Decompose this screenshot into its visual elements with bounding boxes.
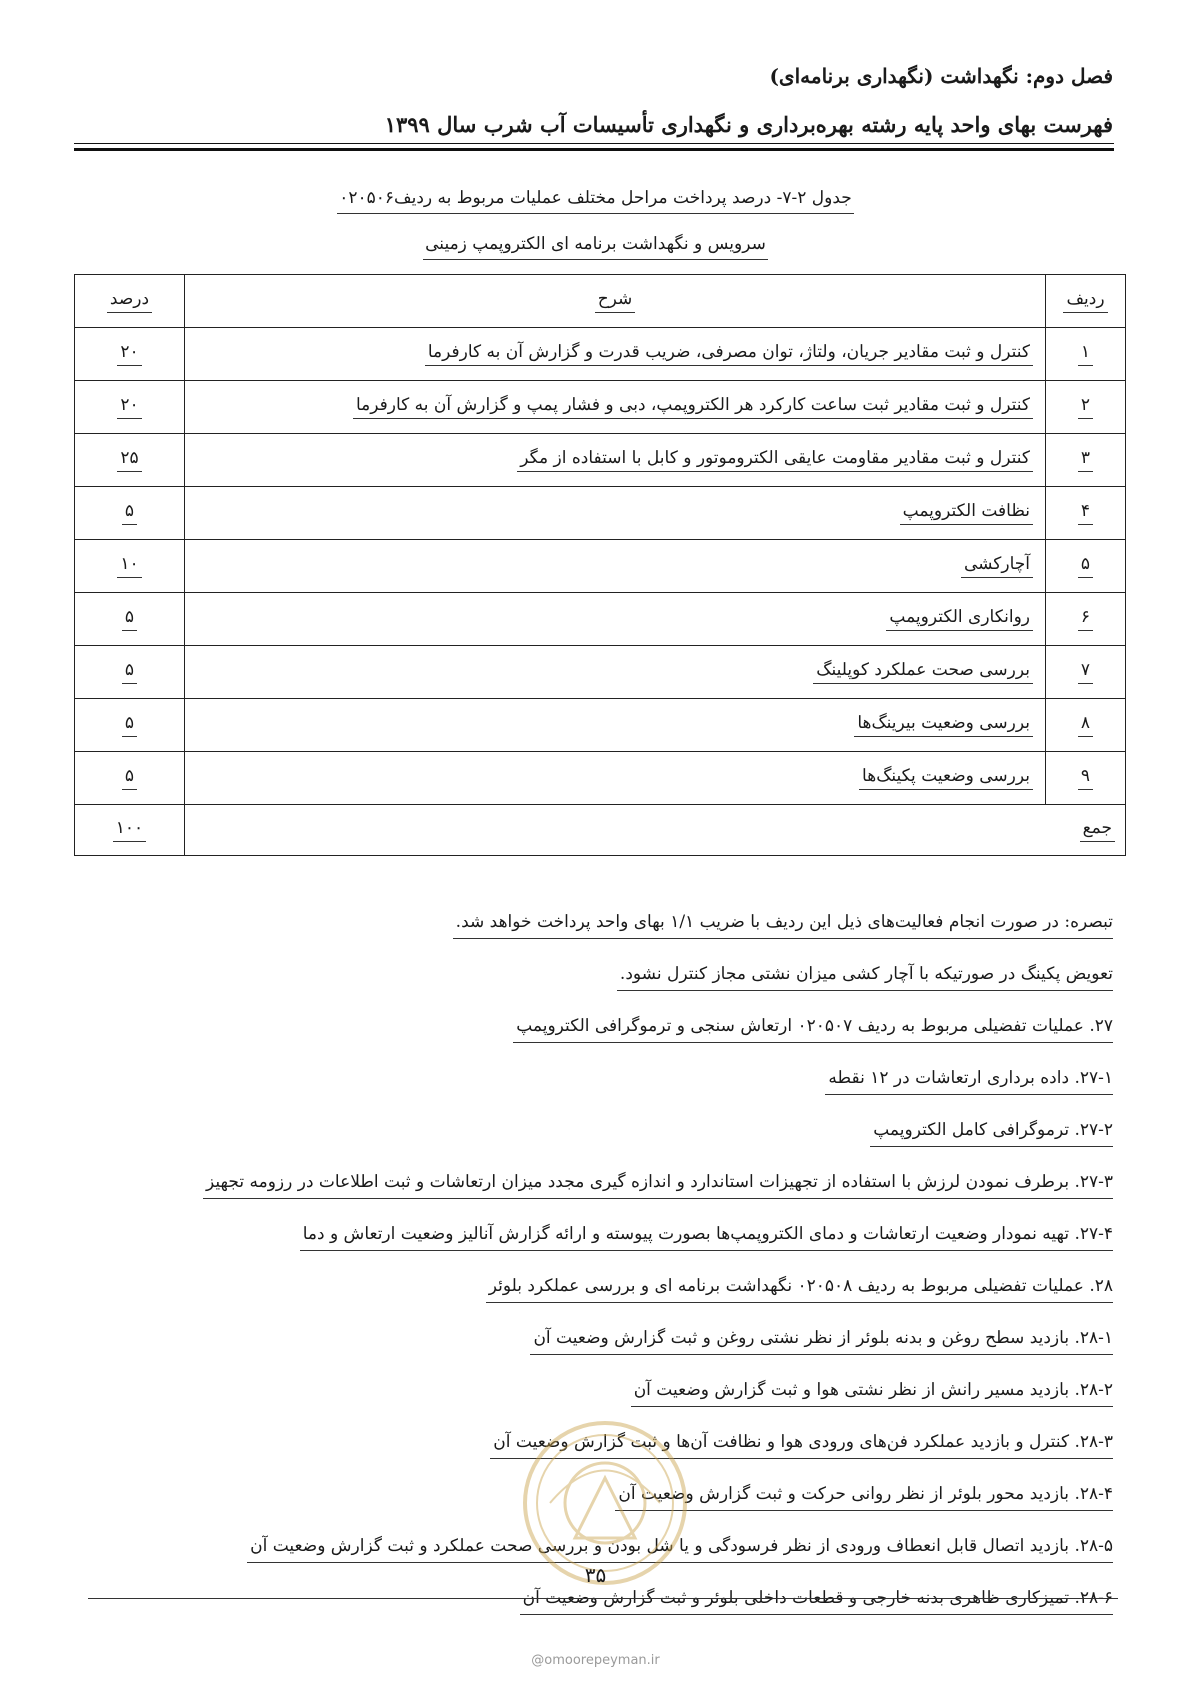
table-caption [0, 188, 1191, 208]
table-row [75, 699, 1126, 752]
row-percent: ۲۰ [75, 381, 185, 434]
row-description: نظافت الکتروپمپ [185, 487, 1046, 540]
note-text: ۲۸-۲. بازدید مسیر رانش از نظر نشتی هوا و ثبت گزارش وضعیت آن [631, 1381, 1113, 1407]
row-description: آچارکشی [185, 540, 1046, 593]
note-line [73, 1120, 1113, 1172]
footer-rule [88, 1598, 1118, 1599]
header-row-number: ردیف [1046, 275, 1126, 328]
total-percent: ۱۰۰ [75, 805, 185, 856]
row-description: کنترل و ثبت مقادیر جریان، ولتاژ، توان مصرفی، ضریب قدرت و گزارش آن به کارفرما [185, 328, 1046, 381]
row-description: کنترل و ثبت مقادیر مقاومت عایقی الکتروموتور و کابل با استفاده از مگر [185, 434, 1046, 487]
table-row [75, 487, 1126, 540]
note-text: ۲۷-۳. برطرف نمودن لرزش با استفاده از تجهیزات استاندارد و اندازه گیری مجدد میزان ارتعاشات و ثبت اطلاعات در رزومه تجهیز [203, 1173, 1113, 1199]
page-number: ۳۵ [584, 1563, 607, 1587]
row-number: ۶ [1046, 593, 1126, 646]
header-percent: درصد [75, 275, 185, 328]
note-text: ۲۸-۶. تمیزکاری ظاهری بدنه خارجی و قطعات داخلی بلوئر و ثبت گزارش وضعیت آن [520, 1589, 1113, 1615]
note-line [73, 1172, 1113, 1224]
row-number: ۸ [1046, 699, 1126, 752]
header-description: شرح [185, 275, 1046, 328]
note-text: ۲۷-۲. ترموگرافی کامل الکتروپمپ [870, 1121, 1113, 1147]
note-text: ۲۸-۳. کنترل و بازدید عملکرد فن‌های ورودی هوا و نظافت آن‌ها و ثبت گزارش وضعیت آن [490, 1433, 1113, 1459]
row-number: ۱ [1046, 328, 1126, 381]
table-row [75, 752, 1126, 805]
note-text: ۲۸-۱. بازدید سطح روغن و بدنه بلوئر از نظر نشتی روغن و ثبت گزارش وضعیت آن [530, 1329, 1113, 1355]
table-total-row [75, 805, 1126, 856]
header-rule-thin [74, 143, 1114, 144]
note-line [73, 964, 1113, 1016]
note-text: تبصره: در صورت انجام فعالیت‌های ذیل این ردیف با ضریب ۱/۱ بهای واحد پرداخت خواهد شد. [453, 913, 1113, 939]
note-line [73, 1068, 1113, 1120]
row-number: ۵ [1046, 540, 1126, 593]
row-description: کنترل و ثبت مقادیر ثبت ساعت کارکرد هر الکتروپمپ، دبی و فشار پمپ و گزارش آن به کارفرما [185, 381, 1046, 434]
row-percent: ۲۵ [75, 434, 185, 487]
table-caption-text: جدول ۲-۷- درصد پرداخت مراحل مختلف عملیات مربوط به ردیف۰۲۰۵۰۶ [337, 188, 854, 214]
row-description: بررسی وضعیت بیرینگ‌ها [185, 699, 1046, 752]
row-percent: ۵ [75, 593, 185, 646]
row-percent: ۵ [75, 487, 185, 540]
note-text: تعویض پکینگ در صورتیکه با آچار کشی میزان نشتی مجاز کنترل نشود. [617, 965, 1113, 991]
table-row [75, 593, 1126, 646]
row-number: ۹ [1046, 752, 1126, 805]
note-text: ۲۸-۴. بازدید محور بلوئر از نظر روانی حرکت و ثبت گزارش وضعیت آن [615, 1485, 1113, 1511]
row-percent: ۱۰ [75, 540, 185, 593]
row-percent: ۵ [75, 646, 185, 699]
table-row [75, 540, 1126, 593]
row-percent: ۵ [75, 699, 185, 752]
row-percent: ۲۰ [75, 328, 185, 381]
note-line [73, 1328, 1113, 1380]
note-line [73, 912, 1113, 964]
row-description: بررسی وضعیت پکینگ‌ها [185, 752, 1046, 805]
header-rule-thick [74, 148, 1114, 151]
row-description: بررسی صحت عملکرد کوپلینگ [185, 646, 1046, 699]
table-subcaption [0, 234, 1191, 254]
note-text: ۲۷-۴. تهیه نمودار وضعیت ارتعاشات و دمای الکتروپمپ‌ها بصورت پیوسته و ارائه گزارش آنالیز وضعیت ارتعاش و دما [300, 1225, 1113, 1251]
note-text: ۲۸. عملیات تفضیلی مربوط به ردیف ۰۲۰۵۰۸ نگهداشت برنامه ای و بررسی عملکرد بلوئر [486, 1277, 1113, 1303]
note-text: ۲۷-۱. داده برداری ارتعاشات در ۱۲ نقطه [825, 1069, 1113, 1095]
website-watermark: @omoorepeyman.ir [531, 1653, 660, 1668]
table-header-row [75, 275, 1126, 328]
note-text: ۲۸-۵. بازدید اتصال قابل انعطاف ورودی از نظر فرسودگی و یا شل بودن و بررسی صحت عملکرد و ثبت گزارش وضعیت آن [247, 1537, 1113, 1563]
row-number: ۳ [1046, 434, 1126, 487]
note-line [73, 1588, 1113, 1640]
row-number: ۲ [1046, 381, 1126, 434]
row-percent: ۵ [75, 752, 185, 805]
note-text: ۲۷. عملیات تفضیلی مربوط به ردیف ۰۲۰۵۰۷ ارتعاش سنجی و ترموگرافی الکتروپمپ [513, 1017, 1113, 1043]
table-row [75, 434, 1126, 487]
table-row [75, 646, 1126, 699]
table-row [75, 381, 1126, 434]
table-subcaption-text: سرویس و نگهداشت برنامه ای الکتروپمپ زمینی [423, 234, 768, 260]
document-title: فهرست بهای واحد پایه رشته بهره‌برداری و نگهداری تأسیسات آب شرب سال ۱۳۹۹ [384, 112, 1113, 137]
note-line [73, 1224, 1113, 1276]
note-line [73, 1016, 1113, 1068]
total-label: جمع [185, 805, 1126, 856]
chapter-heading: فصل دوم: نگهداشت (نگهداری برنامه‌ای) [769, 64, 1113, 88]
row-description: روانکاری الکتروپمپ [185, 593, 1046, 646]
note-line [73, 1276, 1113, 1328]
percentage-table [74, 274, 1126, 856]
row-number: ۴ [1046, 487, 1126, 540]
row-number: ۷ [1046, 646, 1126, 699]
table-row [75, 328, 1126, 381]
